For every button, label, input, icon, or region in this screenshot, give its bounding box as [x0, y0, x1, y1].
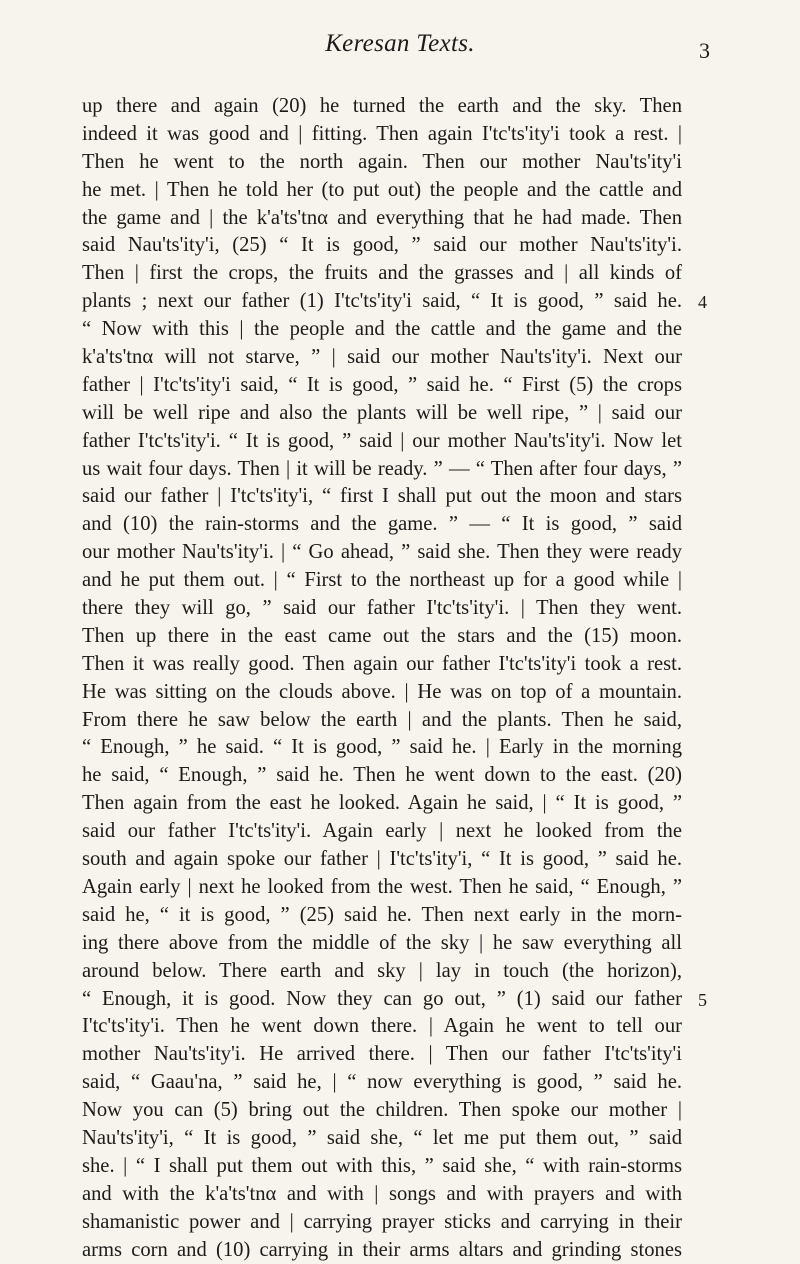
text-line: said he, “ it is good, ” (25) said he. Then next early in the morn-: [82, 903, 682, 926]
text-line: father I'tc'ts'ity'i. “ It is good, ” said | our mother Nau'ts'ity'i. Now let: [82, 429, 682, 452]
margin-line-number: 5: [698, 990, 707, 1010]
body-text: [82, 93, 682, 1264]
text-line: “ Enough, it is good. Now they can go out, ” (1) said our father: [82, 987, 682, 1010]
text-line: k'a'ts'tnα will not starve, ” | said our mother Nau'ts'ity'i. Next our: [82, 346, 682, 369]
text-line: and he put them out. | “ First to the northeast up for a good while |: [82, 569, 682, 592]
text-line: will be well ripe and also the plants will be well ripe, ” | said our: [82, 401, 682, 424]
text-line: Then up there in the east came out the stars and the (15) moon.: [82, 624, 682, 647]
text-line: mother Nau'ts'ity'i. He arrived there. | Then our father I'tc'ts'ity'i: [82, 1043, 682, 1066]
text-line: he met. | Then he told her (to put out) the people and the cattle and: [82, 178, 682, 201]
text-line: Then | first the crops, the fruits and the grasses and | all kinds of: [82, 262, 682, 285]
text-line: around below. There earth and sky | lay in touch (the horizon),: [82, 959, 682, 982]
text-line: said Nau'ts'ity'i, (25) “ It is good, ” said our mother Nau'ts'ity'i.: [82, 234, 682, 257]
text-line: ing there above from the middle of the sky | he saw everything all: [82, 931, 682, 954]
text-line: father | I'tc'ts'ity'i said, “ It is good, ” said he. “ First (5) the crops: [82, 373, 682, 396]
text-line: us wait four days. Then | it will be ready. ” — “ Then after four days, ”: [82, 457, 682, 480]
text-line: the game and | the k'a'ts'tnα and everything that he had made. Then: [82, 206, 682, 229]
text-line: she. | “ I shall put them out with this, ” said she, “ with rain-storms: [82, 1154, 682, 1177]
text-line: shamanistic power and | carrying prayer sticks and carrying in their: [82, 1210, 682, 1233]
text-line: “ Enough, ” he said. “ It is good, ” said he. | Early in the morning: [82, 736, 682, 759]
text-line: Then it was really good. Then again our father I'tc'ts'ity'i took a rest.: [82, 652, 682, 675]
text-line: He was sitting on the clouds above. | He was on top of a mountain.: [82, 680, 682, 703]
page-number: 3: [699, 38, 710, 63]
text-line: there they will go, ” said our father I'tc'ts'ity'i. | Then they went.: [82, 597, 682, 620]
text-line: south and again spoke our father | I'tc'ts'ity'i, “ It is good, ” said he.: [82, 848, 682, 871]
text-line: Now you can (5) bring out the children. Then spoke our mother |: [82, 1099, 682, 1122]
text-line: Nau'ts'ity'i, “ It is good, ” said she, “ let me put them out, ” said: [82, 1126, 682, 1149]
text-line: Again early | next he looked from the west. Then he said, “ Enough, ”: [82, 875, 682, 898]
text-line: “ Now with this | the people and the cattle and the game and the: [82, 318, 682, 341]
text-line: Then he went to the north again. Then our mother Nau'ts'ity'i: [82, 150, 682, 173]
text-line: he said, “ Enough, ” said he. Then he went down to the east. (20): [82, 764, 682, 787]
text-line: I'tc'ts'ity'i. Then he went down there. | Again he went to tell our: [82, 1015, 682, 1038]
running-title: Keresan Texts.: [325, 30, 475, 57]
text-line: said our father | I'tc'ts'ity'i, “ first I shall put out the moon and stars: [82, 485, 682, 508]
text-line: our mother Nau'ts'ity'i. | “ Go ahead, ” said she. Then they were ready: [82, 541, 682, 564]
text-line: up there and again (20) he turned the earth and the sky. Then: [82, 95, 682, 117]
text-line: arms corn and (10) carrying in their arms altars and grinding stones: [82, 1238, 682, 1261]
text-line: plants ; next our father (1) I'tc'ts'ity'i said, “ It is good, ” said he.: [82, 290, 682, 313]
margin-line-number: 4: [698, 292, 707, 312]
text-line: From there he saw below the earth | and the plants. Then he said,: [82, 708, 682, 731]
text-line: said our father I'tc'ts'ity'i. Again early | next he looked from the: [82, 820, 682, 843]
text-line: and (10) the rain-storms and the game. ” — “ It is good, ” said: [82, 513, 682, 536]
text-line: said, “ Gaau'na, ” said he, | “ now everything is good, ” said he.: [82, 1071, 682, 1094]
text-line: and with the k'a'ts'tnα and with | songs and with prayers and with: [82, 1182, 682, 1205]
text-line: Then again from the east he looked. Again he said, | “ It is good, ”: [82, 792, 682, 815]
text-line: indeed it was good and | fitting. Then again I'tc'ts'ity'i took a rest. |: [82, 122, 682, 145]
